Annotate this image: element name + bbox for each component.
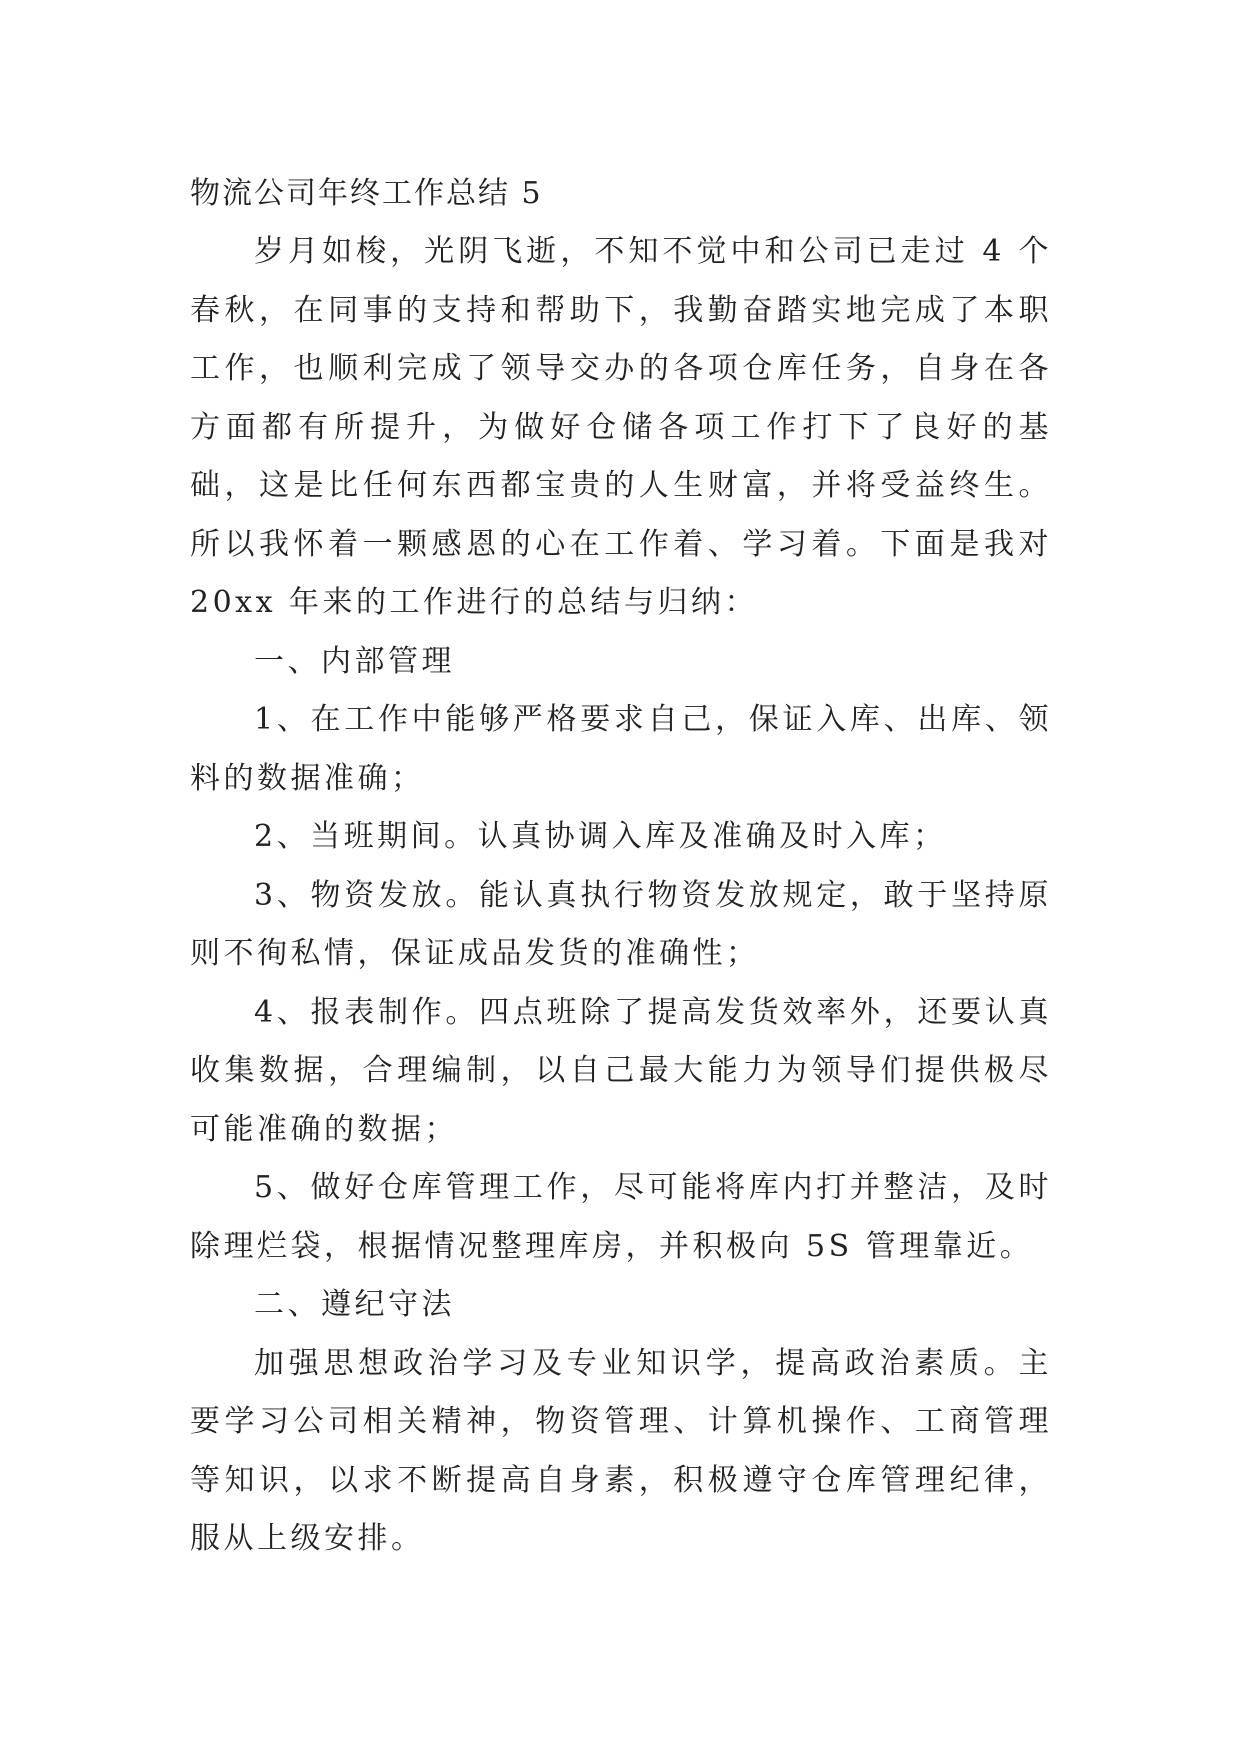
law-discipline-paragraph: 加强思想政治学习及专业知识学，提高政治素质。主要学习公司相关精神，物资管理、计算机操作、工商管理等知识，以求不断提高自身素，积极遵守仓库管理纪律，服从上级安排。: [190, 1345, 1052, 1556]
section-heading-internal-management: 一、内部管理: [254, 643, 455, 679]
list-item: 5、做好仓库管理工作，尽可能将库内打并整洁，及时除理烂袋，根据情况整理库房，并积极向 5S 管理靠近。: [190, 1170, 1052, 1264]
section-heading-law-discipline: 二、遵纪守法: [254, 1287, 455, 1322]
document-title: 物流公司年终工作总结 5: [190, 176, 543, 211]
list-item: 3、物资发放。能认真执行物资发放规定，敢于坚持原则不徇私情，保证成品发货的准确性；: [190, 877, 1052, 971]
document-body: [190, 165, 1052, 1569]
list-item: 1、在工作中能够严格要求自己，保证入库、出库、领料的数据准确；: [190, 702, 1052, 796]
list-item: 2、当班期间。认真协调入库及准确及时入库；: [254, 819, 947, 854]
intro-paragraph: 岁月如梭，光阴飞逝，不知不觉中和公司已走过 4 个春秋，在同事的支持和帮助下，我勤奋踏实地完成了本职工作，也顺利完成了领导交办的各项仓库任务，自身在各方面都有所提升，为做好仓储各项工作打下了良好的基础，这是比任何东西都宝贵的人生财富，并将受益终生。所以我怀着一颗感恩的心在工作着、学习着。下面是我对 20xx 年来的工作进行的总结与归纳：: [190, 234, 1052, 620]
list-item: 4、报表制作。四点班除了提高发货效率外，还要认真收集数据，合理编制，以自己最大能力为领导们提供极尽可能准确的数据；: [190, 994, 1052, 1147]
